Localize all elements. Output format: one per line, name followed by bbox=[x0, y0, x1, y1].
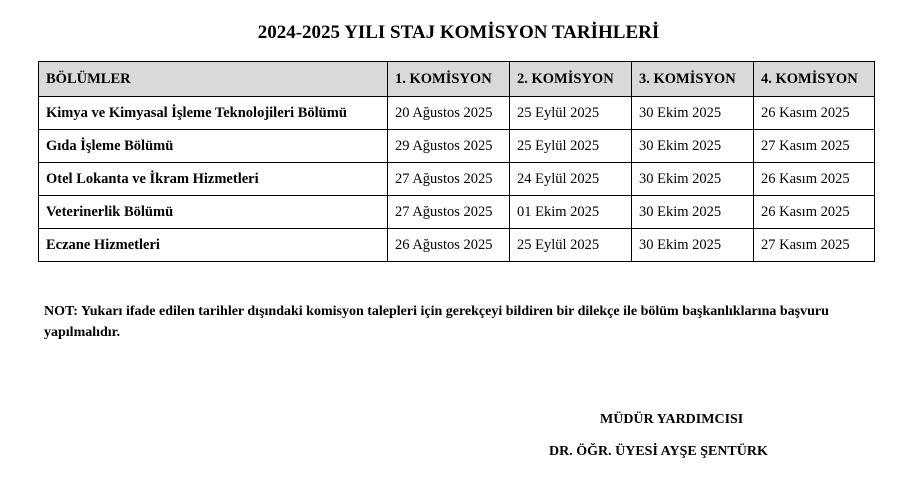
date-cell: 26 Kasım 2025 bbox=[754, 97, 875, 130]
department-cell: Veterinerlik Bölümü bbox=[39, 196, 388, 229]
date-cell: 26 Kasım 2025 bbox=[754, 196, 875, 229]
date-cell: 30 Ekim 2025 bbox=[632, 130, 754, 163]
date-cell: 24 Eylül 2025 bbox=[510, 163, 632, 196]
date-cell: 25 Eylül 2025 bbox=[510, 229, 632, 262]
date-cell: 27 Ağustos 2025 bbox=[388, 163, 510, 196]
commission-table bbox=[38, 61, 875, 262]
page-title: 2024-2025 YILI STAJ KOMİSYON TARİHLERİ bbox=[257, 22, 660, 43]
department-cell: Otel Lokanta ve İkram Hizmetleri bbox=[39, 163, 388, 196]
column-header-commission-2: 2. KOMİSYON bbox=[510, 62, 632, 97]
table-row bbox=[39, 163, 875, 196]
table-row bbox=[39, 130, 875, 163]
table-row bbox=[39, 97, 875, 130]
date-cell: 20 Ağustos 2025 bbox=[388, 97, 510, 130]
date-cell: 26 Ağustos 2025 bbox=[388, 229, 510, 262]
department-cell: Eczane Hizmetleri bbox=[39, 229, 388, 262]
department-cell: Gıda İşleme Bölümü bbox=[39, 130, 388, 163]
department-cell: Kimya ve Kimyasal İşleme Teknolojileri Bölümü bbox=[39, 97, 388, 130]
date-cell: 30 Ekim 2025 bbox=[632, 229, 754, 262]
date-cell: 26 Kasım 2025 bbox=[754, 163, 875, 196]
column-header-departments: BÖLÜMLER bbox=[39, 62, 388, 97]
date-cell: 27 Ağustos 2025 bbox=[388, 196, 510, 229]
table-header-row bbox=[39, 62, 875, 97]
table-row bbox=[39, 229, 875, 262]
column-header-commission-1: 1. KOMİSYON bbox=[388, 62, 510, 97]
signature-name: DR. ÖĞR. ÜYESİ AYŞE ŞENTÜRK bbox=[549, 444, 768, 459]
column-header-commission-3: 3. KOMİSYON bbox=[632, 62, 754, 97]
date-cell: 30 Ekim 2025 bbox=[632, 196, 754, 229]
date-cell: 30 Ekim 2025 bbox=[632, 163, 754, 196]
note-paragraph: NOT: Yukarı ifade edilen tarihler dışındaki komisyon talepleri için gerekçeyi bildiren bir dilekçe ile bölüm başkanlıklarına başvuru yapılmalıdır. bbox=[44, 304, 829, 340]
signature-role: MÜDÜR YARDIMCISI bbox=[600, 412, 744, 427]
date-cell: 27 Kasım 2025 bbox=[754, 130, 875, 163]
date-cell: 25 Eylül 2025 bbox=[510, 130, 632, 163]
date-cell: 25 Eylül 2025 bbox=[510, 97, 632, 130]
date-cell: 30 Ekim 2025 bbox=[632, 97, 754, 130]
date-cell: 27 Kasım 2025 bbox=[754, 229, 875, 262]
table-row bbox=[39, 196, 875, 229]
date-cell: 01 Ekim 2025 bbox=[510, 196, 632, 229]
column-header-commission-4: 4. KOMİSYON bbox=[754, 62, 875, 97]
date-cell: 29 Ağustos 2025 bbox=[388, 130, 510, 163]
